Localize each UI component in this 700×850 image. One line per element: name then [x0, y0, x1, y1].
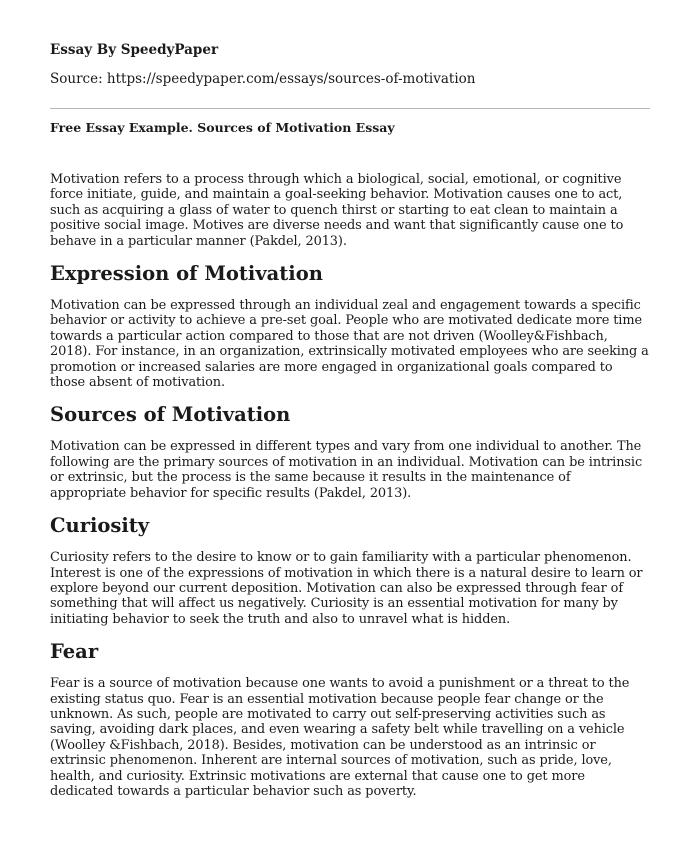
- section-heading-fear: Fear: [50, 640, 99, 664]
- section-heading-sources: Sources of Motivation: [50, 403, 291, 427]
- section-body-curiosity: Curiosity refers to the desire to know or to gain familiarity with a particular phenomenon. Interest is one of the expressions of motivation in which there is a natural desire to learn or explore beyond our current deposition. Motivation can also be expressed through fear of something that will affect us negatively. Curiosity is an essential motivation for many by initiating behavior to seek the truth and also to unravel what is hidden.: [50, 550, 643, 627]
- section-body-expression: Motivation can be expressed through an individual zeal and engagement towards a specific behavior or activity to achieve a pre-set goal. People who are motivated dedicate more time towards a particular action compared to those that are not driven (Woolley&Fishbach, 2018). For instance, in an organization, extrinsically motivated employees who are seeking a promotion or increased salaries are more engaged in organizational goals compared to those absent of motivation.: [50, 298, 649, 391]
- source-line: Source: https://speedypaper.com/essays/sources-of-motivation: [50, 71, 476, 87]
- intro-paragraph: Motivation refers to a process through which a biological, social, emotional, or cognitive force initiate, guide, and maintain a goal-seeking behavior. Motivation causes one to act, such as acquiring a glass of water to quench thirst or starting to eat clean to maintain a positive social image. Motives are diverse needs and want that significantly cause one to behave in a particular manner (Pakdel, 2013).: [50, 172, 624, 249]
- document-title: Free Essay Example. Sources of Motivation Essay: [50, 120, 395, 135]
- brand-title: Essay By SpeedyPaper: [50, 42, 219, 58]
- header-divider: [50, 108, 650, 109]
- essay-body: [50, 172, 650, 799]
- section-heading-expression: Expression of Motivation: [50, 262, 323, 286]
- section-body-sources: Motivation can be expressed in different types and vary from one individual to another. The following are the primary sources of motivation in an individual. Motivation can be intrinsic or extrinsic, but the process is the same because it results in the maintenance of appropriate behavior for specific results (Pakdel, 2013).: [50, 439, 643, 501]
- section-heading-curiosity: Curiosity: [50, 514, 150, 538]
- section-body-fear: Fear is a source of motivation because one wants to avoid a punishment or a threat to the existing status quo. Fear is an essential motivation because people fear change or the unknown. As such, people are motivated to carry out self-preserving activities such as saving, avoiding dark places, and even wearing a safety belt while travelling on a vehicle (Woolley &Fishbach, 2018). Besides, motivation can be understood as an intrinsic or extrinsic phenomenon. Inherent are internal sources of motivation, such as pride, love, health, and curiosity. Extrinsic motivations are external that cause one to get more dedicated towards a particular behavior such as poverty.: [50, 676, 630, 799]
